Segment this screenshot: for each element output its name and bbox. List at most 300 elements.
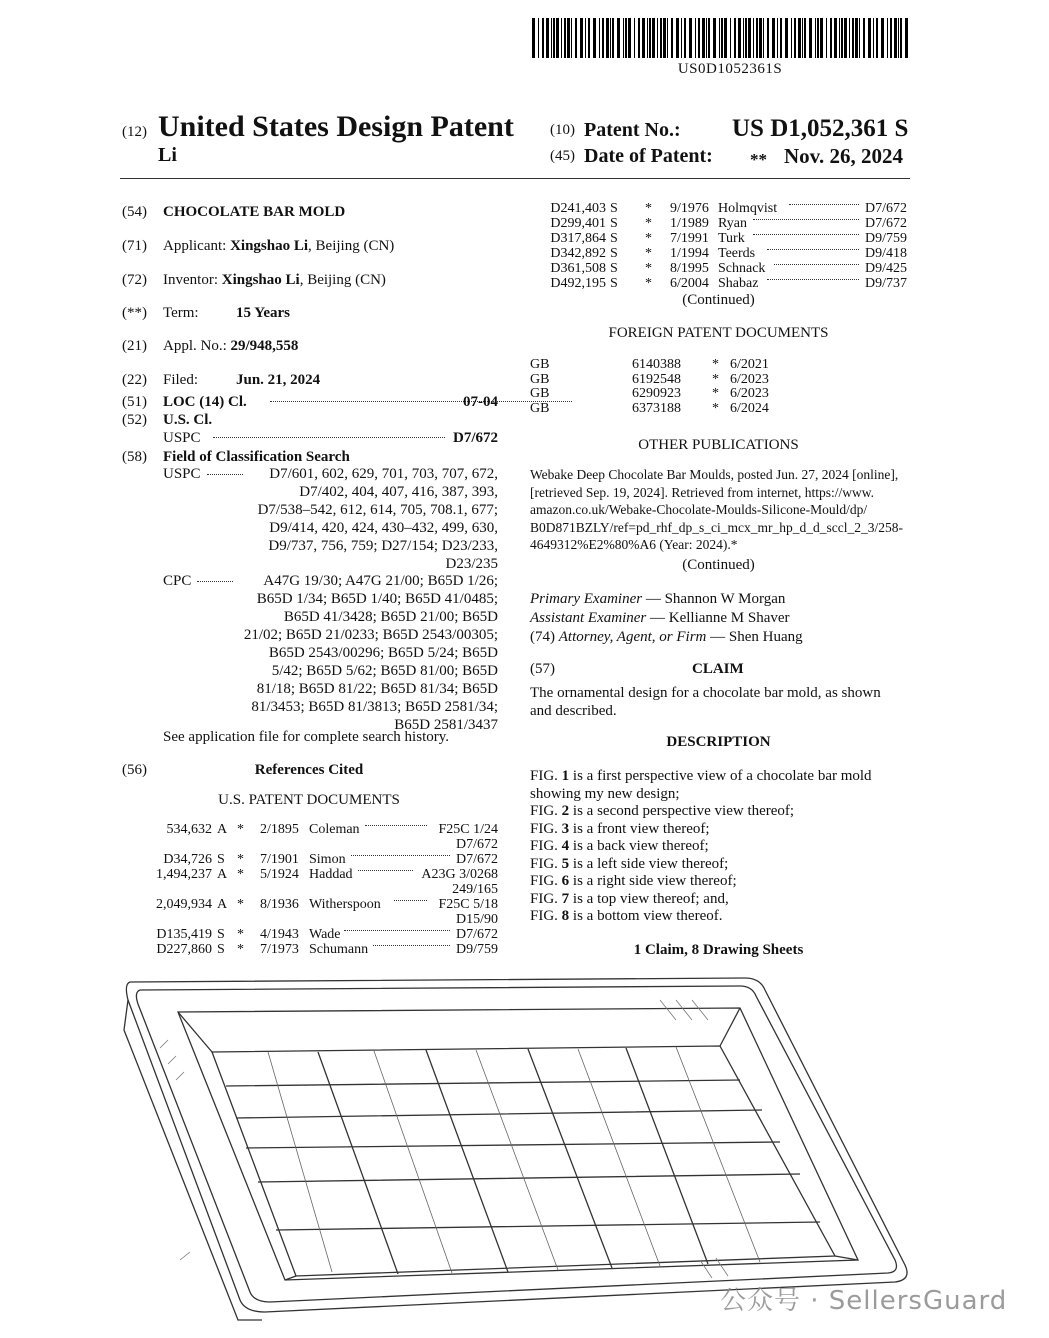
cpc-line: B65D 1/34; B65D 1/40; B65D 41/0485; [256, 591, 498, 607]
reference-name: Coleman [309, 822, 360, 837]
foreign-doc-row [530, 400, 907, 415]
reference-kind: S [610, 201, 618, 216]
description-line [530, 908, 907, 926]
cpc-line: 81/18; B65D 81/22; B65D 81/34; B65D [256, 681, 498, 697]
barcode-bar [571, 18, 572, 58]
description-line [530, 821, 907, 839]
uspc-line: D7/402, 404, 407, 416, 387, 393, [299, 484, 498, 500]
barcode-bar [634, 18, 635, 58]
reference-row [530, 275, 907, 290]
barcode-bar [599, 18, 600, 58]
reference-number: 1,494,237 [156, 867, 212, 882]
fig-number: 3 [561, 820, 570, 837]
barcode-bar [887, 18, 888, 58]
reference-number: D492,195 [550, 276, 606, 291]
reference-name: Ryan [718, 216, 747, 231]
barcode-bar [780, 18, 782, 58]
continued-2: (Continued) [682, 557, 755, 573]
barcode-bar [844, 18, 847, 58]
description-line [530, 873, 907, 891]
field-72: (72) Inventor: Xingshao Li, Beijing (CN) [122, 272, 386, 288]
fig-prefix: FIG. [530, 803, 562, 819]
reference-kind: S [217, 927, 225, 942]
fig-number: 7 [561, 890, 570, 907]
reference-class-cont: D7/672 [456, 837, 498, 852]
reference-name: Witherspoon [309, 897, 381, 912]
other-pubs-text [530, 466, 907, 554]
barcode-bar [538, 18, 539, 58]
barcode-bar [676, 18, 679, 58]
reference-date: 4/1943 [260, 927, 299, 942]
reference-star: * [645, 276, 652, 291]
foreign-date: 6/2024 [730, 400, 769, 416]
us-references-cont [530, 200, 907, 290]
barcode-bar [588, 18, 590, 58]
header-rule [120, 178, 910, 179]
barcode-bar [817, 18, 819, 58]
barcode-bar [695, 18, 696, 58]
reference-class: A23G 3/0268 [421, 867, 498, 882]
fig-text: is a front view thereof; [569, 820, 710, 837]
other-pub-line: amazon.co.uk/Webake-Chocolate-Moulds-Silicone-Mould/dp/ [530, 502, 868, 517]
barcode-bar [839, 18, 840, 58]
barcode-bar [777, 18, 778, 58]
barcode-bar [826, 18, 827, 58]
reference-star: * [237, 822, 244, 837]
barcode-bar [593, 18, 596, 58]
uspc-line: D23/235 [445, 556, 498, 572]
date-star: ** [750, 150, 767, 169]
barcode-bar [671, 18, 673, 58]
fig-prefix: FIG. [530, 908, 562, 924]
reference-name: Shabaz [718, 276, 759, 291]
patent-no-label: Patent No.: [584, 119, 681, 141]
barcode-bar [564, 18, 566, 58]
barcode-bar [881, 18, 884, 58]
reference-name: Schumann [309, 942, 369, 957]
barcode-bar [602, 18, 604, 58]
reference-row [120, 926, 498, 941]
barcode-bar [748, 18, 751, 58]
uspc-line: D9/737, 756, 759; D27/154; D23/233, [268, 538, 498, 554]
fig-number: 2 [561, 803, 570, 819]
search-history-note: See application file for complete search history. [163, 729, 450, 745]
barcode-bar [628, 18, 631, 58]
reference-class: D7/672 [865, 201, 907, 216]
barcode-bar [855, 18, 858, 58]
barcode-bar [681, 18, 682, 58]
foreign-doc-row [530, 356, 907, 371]
reference-class: D9/759 [865, 231, 907, 246]
field-52: (52) U.S. Cl. [122, 412, 213, 428]
cpc-line: 21/02; B65D 21/0233; B65D 2543/00305; [243, 627, 498, 643]
reference-class: D9/737 [865, 276, 907, 291]
barcode-bar [898, 18, 899, 58]
barcode-bar [743, 18, 744, 58]
field-57: (57) [530, 661, 555, 677]
date-label: Date of Patent: [584, 145, 713, 167]
foreign-cc: GB [530, 357, 550, 372]
dot-leader [373, 945, 450, 946]
foreign-num: 6140388 [632, 357, 681, 372]
fig-text: is a left side view thereof; [569, 855, 729, 872]
foreign-star: * [712, 386, 719, 401]
barcode-bar [830, 18, 832, 58]
reference-kind: A [217, 822, 228, 837]
barcode-bar [802, 18, 803, 58]
field-52-uspc: USPC D7/672 [163, 430, 498, 446]
barcode-bar [863, 18, 865, 58]
field-term: (**) Term: 15 Years [122, 305, 291, 321]
barcode-bar [834, 18, 837, 58]
fig-prefix: FIG. [530, 838, 562, 854]
barcode-bar [702, 18, 705, 58]
reference-name: Holmqvist [718, 201, 778, 216]
reference-star: * [237, 852, 244, 867]
barcode-bar [730, 18, 731, 58]
cpc-first-line: A47G 19/30; A47G 21/00; B65D 1/26; [263, 573, 498, 589]
fig-text: is a back view thereof; [569, 838, 709, 854]
barcode-bar [794, 18, 796, 58]
other-pub-line: B0D871BZLY/ref=pd_rhf_dp_s_ci_mcx_mr_hp_d_d_sccl_2_3/258- [530, 519, 903, 535]
fig-number: 5 [561, 855, 570, 872]
reference-star: * [645, 231, 652, 246]
barcode-bar [567, 18, 570, 58]
description-line [530, 786, 907, 804]
barcode-bar [894, 18, 897, 58]
reference-row [530, 260, 907, 275]
barcode-bar [859, 18, 860, 58]
other-pub-line: 4649312%E2%80%A6 (Year: 2024).* [530, 537, 738, 552]
reference-row [120, 821, 498, 836]
dot-leader [351, 855, 450, 856]
other-pubs-title: OTHER PUBLICATIONS [638, 437, 799, 453]
field-21: (21) Appl. No.: 29/948,558 [122, 338, 299, 354]
foreign-num: 6192548 [632, 371, 681, 387]
us-references-list [120, 821, 498, 956]
reference-class: D7/672 [865, 216, 907, 231]
barcode-bar [667, 18, 668, 58]
reference-date: 1/1989 [670, 216, 709, 231]
reference-class: D7/672 [456, 852, 498, 867]
barcode-bar [721, 18, 723, 58]
barcode-bar [546, 18, 549, 58]
barcode-bar [652, 18, 655, 58]
foreign-cc: GB [530, 386, 550, 401]
attorney: (74) Attorney, Agent, or Firm — Shen Huang [530, 629, 803, 645]
reference-class-cont: D15/90 [456, 912, 498, 927]
barcode-bar [719, 18, 720, 58]
reference-row [120, 866, 498, 881]
barcode-bar [689, 18, 692, 58]
foreign-star: * [712, 371, 719, 387]
foreign-star: * [712, 400, 719, 416]
references-cited-title: References Cited [254, 762, 364, 778]
reference-name: Wade [309, 927, 341, 942]
barcode-bar [585, 18, 586, 58]
barcode-bar [791, 18, 792, 58]
barcode-bar [767, 18, 769, 58]
foreign-date: 6/2023 [730, 386, 769, 401]
claim-text [530, 684, 907, 720]
barcode-bar [713, 18, 716, 58]
fig-number: 1 [561, 768, 570, 784]
barcode-bar [642, 18, 645, 58]
foreign-num: 6373188 [632, 400, 681, 416]
uspc-search-lines [240, 465, 498, 573]
dot-leader [774, 264, 858, 265]
cpc-search-lines [230, 590, 498, 734]
barcode-bar [556, 18, 559, 58]
dot-leader [358, 870, 412, 871]
fig-text: is a top view thereof; and, [569, 890, 729, 907]
watermark: 公众号 · SellersGuard [720, 1286, 1008, 1316]
fig-number: 4 [561, 838, 570, 854]
field-56: (56) [122, 762, 147, 778]
barcode-bar [606, 18, 609, 58]
barcode-bar [890, 18, 892, 58]
cpc-line: B65D 2581/3437 [394, 717, 498, 733]
field-51: (51) LOC (14) Cl. 07-04 [122, 393, 498, 411]
kind-code-10: (10) [550, 122, 575, 138]
reference-date: 7/1991 [670, 231, 709, 246]
reference-name: Schnack [718, 261, 766, 276]
cpc-search-label: CPC [163, 572, 233, 590]
barcode-bar [868, 18, 871, 58]
reference-star: * [237, 897, 244, 912]
barcode-bar [756, 18, 758, 58]
reference-class: F25C 1/24 [438, 822, 498, 837]
barcode-bar [876, 18, 878, 58]
reference-date: 7/1973 [260, 942, 299, 957]
barcode-bar [763, 18, 764, 58]
reference-row [530, 200, 907, 215]
dot-leader [365, 825, 427, 826]
reference-star: * [645, 261, 652, 276]
inventor-short: Li [158, 144, 177, 166]
reference-class: F25C 5/18 [438, 897, 498, 912]
barcode-bar [625, 18, 627, 58]
field-54: (54) CHOCOLATE BAR MOLD [122, 204, 346, 220]
description-line [530, 856, 907, 874]
foreign-date: 6/2021 [730, 357, 769, 372]
barcode-bar [575, 18, 577, 58]
reference-star: * [237, 867, 244, 882]
barcode-bar [734, 18, 736, 58]
reference-kind: S [610, 246, 618, 261]
dot-leader [767, 249, 858, 250]
uspc-line: D7/601, 602, 629, 701, 703, 707, 672, [269, 466, 498, 482]
kind-code-12: (12) [122, 124, 147, 140]
reference-number: D342,892 [550, 246, 606, 261]
description-line [530, 768, 907, 786]
barcode-bar [798, 18, 801, 58]
barcode-bar [638, 18, 640, 58]
reference-row [530, 230, 907, 245]
invention-title: CHOCOLATE BAR MOLD [163, 204, 346, 220]
foreign-doc-row [530, 385, 907, 400]
fig-text: is a second perspective view thereof; [569, 803, 795, 819]
continued-1: (Continued) [682, 292, 755, 308]
barcode-bar [759, 18, 762, 58]
reference-number: D34,726 [163, 852, 212, 867]
reference-name: Turk [718, 231, 745, 246]
reference-date: 5/1924 [260, 867, 299, 882]
reference-number: D317,864 [550, 231, 606, 246]
barcode-bar [561, 18, 562, 58]
reference-class: D9/425 [865, 261, 907, 276]
reference-date: 8/1936 [260, 897, 299, 912]
description-line [530, 803, 907, 821]
fig-number: 8 [561, 908, 570, 924]
barcode-bar [738, 18, 741, 58]
patent-number: US D1,052,361 S [732, 115, 909, 142]
barcode-bar [785, 18, 788, 58]
fig-number: 6 [561, 873, 570, 889]
fig-text: is a first perspective view of a chocolate bar mold [569, 768, 872, 784]
reference-star: * [645, 246, 652, 261]
cpc-line: B65D 41/3428; B65D 21/00; B65D [283, 609, 498, 625]
reference-number: D241,403 [550, 201, 606, 216]
reference-kind: S [217, 852, 225, 867]
barcode-bar [649, 18, 651, 58]
reference-kind: A [217, 897, 228, 912]
reference-date: 9/1976 [670, 201, 709, 216]
foreign-num: 6290923 [632, 386, 681, 401]
barcode-bar [551, 18, 552, 58]
field-58: (58) Field of Classification Search [122, 449, 350, 465]
barcode-bar [852, 18, 854, 58]
reference-number: D361,508 [550, 261, 606, 276]
claim-line: and described. [530, 703, 617, 719]
reference-number: 2,049,934 [156, 897, 212, 912]
barcode-bar [753, 18, 754, 58]
dot-leader [789, 204, 859, 205]
reference-class-cont: 249/165 [452, 882, 498, 897]
dot-leader [394, 900, 427, 901]
uspc-line: D7/538–542, 612, 614, 705, 708.1, 677; [257, 502, 498, 518]
foreign-star: * [712, 357, 719, 372]
reference-star: * [645, 216, 652, 231]
barcode-bar [820, 18, 823, 58]
barcode-bar [724, 18, 727, 58]
dot-leader [753, 234, 859, 235]
barcode-bar [660, 18, 662, 58]
barcode-bar [708, 18, 710, 58]
barcode-bar [706, 18, 707, 58]
fig-text: showing my new design; [530, 785, 680, 802]
barcode-bar [580, 18, 583, 58]
fig-text: is a bottom view thereof. [569, 908, 723, 924]
cpc-line: 81/3453; B65D 81/3813; B65D 2581/34; [251, 699, 498, 715]
other-pub-line: [retrieved Sep. 19, 2024]. Retrieved from internet, https://www. [530, 484, 875, 500]
barcode-bar [900, 18, 902, 58]
barcode-bar [532, 18, 535, 58]
kind-code-45: (45) [550, 148, 575, 164]
fig-prefix: FIG. [530, 820, 562, 837]
description-list [530, 768, 907, 926]
fig-prefix: FIG. [530, 855, 562, 872]
uspc-search-label: USPC [163, 465, 243, 483]
barcode-bar [663, 18, 666, 58]
barcode-bar [610, 18, 611, 58]
barcode-bar [553, 18, 555, 58]
description-title: DESCRIPTION [666, 734, 771, 750]
foreign-doc-row [530, 371, 907, 386]
reference-star: * [237, 927, 244, 942]
foreign-docs-title: FOREIGN PATENT DOCUMENTS [608, 325, 829, 341]
reference-kind: S [610, 231, 618, 246]
barcode-bar [772, 18, 775, 58]
barcode-bar [612, 18, 614, 58]
reference-number: D135,419 [156, 927, 212, 942]
reference-number: D299,401 [550, 216, 606, 231]
cpc-line: 5/42; B65D 5/62; B65D 81/00; B65D [271, 663, 498, 679]
patent-title: United States Design Patent [158, 110, 514, 143]
barcode-bar [657, 18, 658, 58]
reference-class: D7/672 [456, 927, 498, 942]
reference-number: D227,860 [156, 942, 212, 957]
reference-kind: S [610, 216, 618, 231]
reference-class: D9/418 [865, 246, 907, 261]
reference-row [120, 896, 498, 911]
barcode-bar [841, 18, 843, 58]
cpc-line: B65D 2543/00296; B65D 5/24; B65D [268, 645, 498, 661]
reference-name: Simon [309, 852, 346, 867]
reference-name: Teerds [718, 246, 756, 261]
reference-star: * [237, 942, 244, 957]
reference-kind: S [217, 942, 225, 957]
other-pub-line: Webake Deep Chocolate Bar Moulds, posted Jun. 27, 2024 [online], [530, 467, 899, 482]
reference-kind: S [610, 276, 618, 291]
assistant-examiner: Assistant Examiner — Kellianne M Shaver [530, 610, 790, 626]
reference-row [530, 245, 907, 260]
barcode-bar [617, 18, 620, 58]
reference-name: Haddad [309, 867, 353, 882]
barcode [530, 18, 910, 58]
foreign-docs-list [530, 356, 907, 414]
uspc-line: D9/414, 420, 424, 430–432, 499, 630, [269, 520, 498, 536]
reference-row [530, 215, 907, 230]
us-patent-docs-title: U.S. PATENT DOCUMENTS [218, 792, 400, 808]
foreign-date: 6/2023 [730, 371, 769, 387]
barcode-bar [745, 18, 747, 58]
reference-date: 1/1994 [670, 246, 709, 261]
field-71: (71) Applicant: Xingshao Li, Beijing (CN) [122, 238, 395, 254]
fig-prefix: FIG. [530, 873, 562, 889]
barcode-bar [873, 18, 874, 58]
field-22: (22) Filed: Jun. 21, 2024 [122, 372, 321, 388]
primary-examiner: Primary Examiner — Shannon W Morgan [530, 591, 786, 607]
barcode-bar [849, 18, 850, 58]
claim-title: CLAIM [692, 661, 744, 677]
barcode-bar [647, 18, 648, 58]
reference-class: D9/759 [456, 942, 498, 957]
dot-leader [753, 219, 859, 220]
reference-row [120, 851, 498, 866]
reference-number: 534,632 [166, 822, 212, 837]
barcode-bar [809, 18, 812, 58]
barcode-bar [698, 18, 700, 58]
reference-row [120, 941, 498, 956]
patent-date: Nov. 26, 2024 [784, 144, 904, 168]
barcode-bar [623, 18, 624, 58]
fig-text: is a right side view thereof; [569, 873, 737, 889]
fig-prefix: FIG. [530, 890, 562, 907]
dot-leader [767, 279, 858, 280]
fig-prefix: FIG. [530, 768, 562, 784]
dot-leader [344, 930, 450, 931]
